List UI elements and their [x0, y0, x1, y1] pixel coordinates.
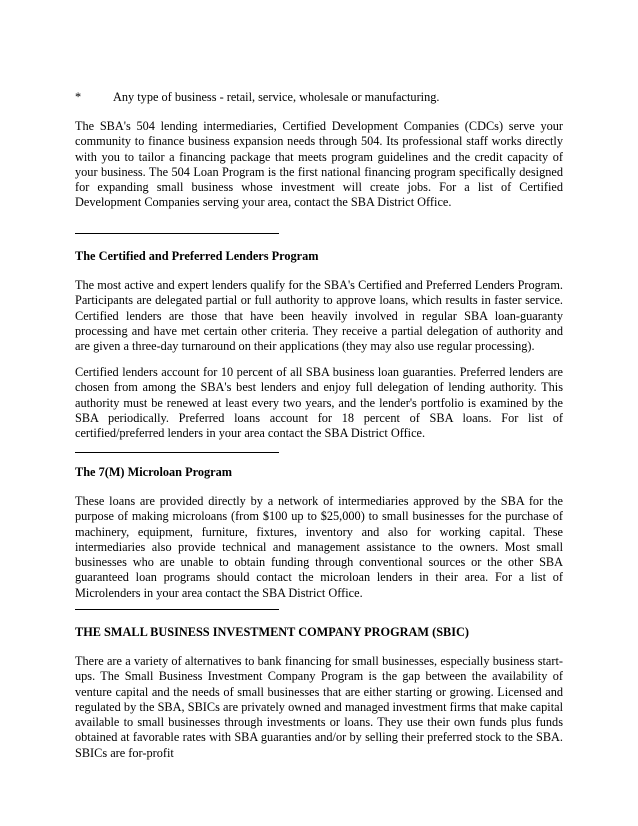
heading-certified-preferred: The Certified and Preferred Lenders Program	[75, 249, 319, 263]
bullet-marker: *	[75, 90, 82, 104]
section-divider	[75, 452, 279, 453]
heading-microloan: The 7(M) Microloan Program	[75, 465, 232, 479]
bullet-item	[75, 90, 439, 105]
paragraph-504-program: The SBA's 504 lending intermediaries, Certified Development Companies (CDCs) serve your community to finance business expansion needs through 504. Its professional staff works directly with you to tailor a financing package that meets program guidelines and the credit capacity of your business. The 504 Loan Program is the first national financing program specifically designed for expanding small business whose investment will create jobs. For a list of Certified Development Companies serving your area, contact the SBA District Office.	[75, 119, 563, 210]
heading-sbic: THE SMALL BUSINESS INVESTMENT COMPANY PROGRAM (SBIC)	[75, 625, 470, 639]
paragraph-microloan: These loans are provided directly by a network of intermediaries approved by the SBA for the purpose of making microloans (from $100 up to $25,000) to small businesses for the purchase of machinery, equipment, furniture, fixtures, inventory and also for working capital. These intermediaries also provide technical and management assistance to the owners. Most small businesses who are unable to obtain funding through conventional sources or the other SBA guaranteed loan programs should contact the microloan lenders in their area. For a list of Microlenders in your area contact the SBA District Office.	[75, 494, 563, 600]
paragraph-certified-2: Certified lenders account for 10 percent of all SBA business loan guaranties. Preferred lenders are chosen from among the SBA's best lenders and enjoy full delegation of lending authority. This authority must be renewed at least every two years, and the lender's portfolio is examined by the SBA periodically. Preferred loans account for 18 percent of SBA loans. For list of certified/preferred lenders in your area contact the SBA District Office.	[75, 365, 563, 441]
section-divider	[75, 233, 279, 234]
paragraph-certified-1: The most active and expert lenders qualify for the SBA's Certified and Preferred Lenders Program. Participants are delegated partial or full authority to approve loans, which results in faster service. Certified lenders are those that have been heavily involved in regular SBA loan-guaranty processing and have met certain other criteria. They receive a partial delegation of authority and are given a three-day turnaround on their applications (they may also use regular processing).	[75, 278, 563, 354]
bullet-text: Any type of business - retail, service, wholesale or manufacturing.	[113, 90, 440, 104]
section-divider	[75, 609, 279, 610]
paragraph-sbic: There are a variety of alternatives to bank financing for small businesses, especially business start-ups. The Small Business Investment Company Program is the gap between the availability of venture capital and the needs of small businesses that are either starting or growing. Licensed and regulated by the SBA, SBICs are privately owned and managed investment firms that make capital available to small businesses through investments or loans. They use their own funds plus funds obtained at favorable rates with SBA guaranties and/or by selling their preferred stock to the SBA. SBICs are for-profit	[75, 654, 563, 760]
